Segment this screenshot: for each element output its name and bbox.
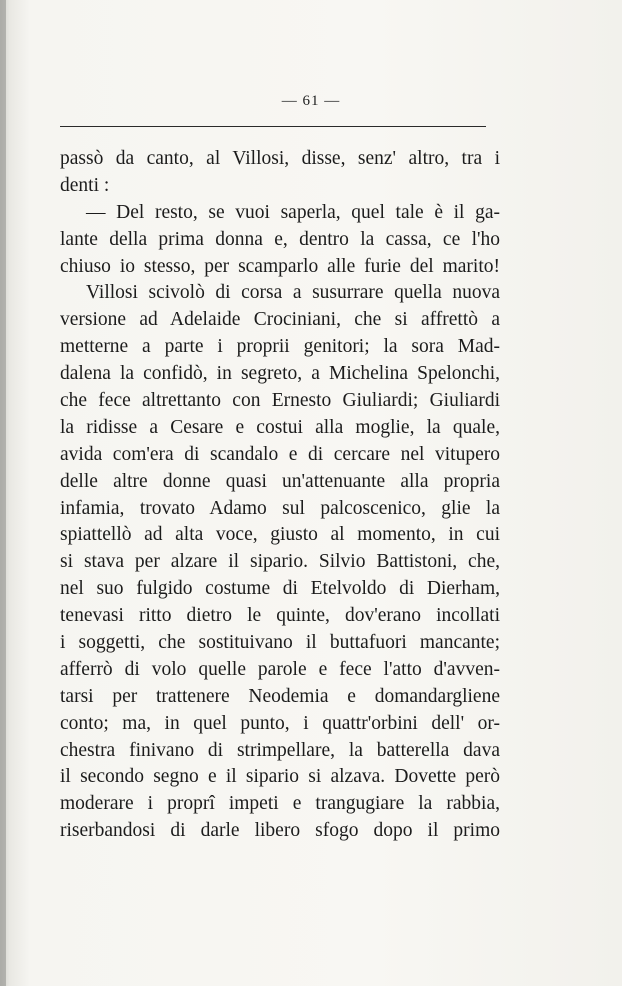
text-line: passò da canto, al Villosi, disse, senz' altro, tra i [60,148,500,169]
text-line: tarsi per trattenere Neodemia e domandargliene [60,685,500,707]
text-line: chiuso io stesso, per scamparlo alle furie del marito! [60,255,500,277]
text-line: tenevasi ritto dietro le quinte, dov'erano incollati [60,605,500,627]
text-line: Villosi scivolò di corsa a susurrare quella nuova [86,282,500,304]
text-line: lante della prima donna e, dentro la cassa, ce l'ho [60,228,500,250]
text-line: che fece altrettanto con Ernesto Giuliardi; Giuliardi [60,390,500,412]
text-line: afferrò di volo quelle parole e fece l'atto d'avven- [60,658,500,680]
text-line: delle altre donne quasi un'attenuante alla propria [60,470,500,492]
page-edge [0,0,6,986]
text-line: metterne a parte i proprii genitori; la sora Mad- [60,336,500,358]
text-line: avida com'era di scandalo e di cercare nel vitupero [60,443,500,465]
text-line: il secondo segno e il sipario si alzava. Dovette però [60,766,500,788]
text-line: conto; ma, in quel punto, i quattr'orbini dell' or- [60,712,500,734]
text-line: — Del resto, se vuoi saperla, quel tale è il ga- [86,201,500,223]
text-line: dalena la confidò, in segreto, a Michelina Spelonchi, [60,363,500,385]
text-line: denti : [60,174,110,196]
text-line: si stava per alzare il sipario. Silvio Battistoni, che, [60,551,500,573]
text-line: infamia, trovato Adamo sul palcoscenico, glie la [60,497,500,519]
page-number: — 61 — [281,93,341,109]
text-line: chestra finivano di strimpellare, la batterella dava [60,739,500,761]
text-line: la ridisse a Cesare e costui alla moglie, la quale, [60,416,500,438]
text-line: versione ad Adelaide Crociniani, che si affrettò a [60,309,500,331]
text-line: moderare i proprî impeti e trangugiare la rabbia, [60,793,500,815]
text-line: spiattellò ad alta voce, giusto al momento, in cui [60,524,500,546]
header-rule [60,126,486,127]
body-text [60,146,500,845]
text-line: nel suo fulgido costume di Etelvoldo di Dierham, [60,578,500,600]
text-line: i soggetti, che sostituivano il buttafuori mancante; [60,632,500,654]
text-line: riserbandosi di darle libero sfogo dopo il primo [60,820,500,842]
